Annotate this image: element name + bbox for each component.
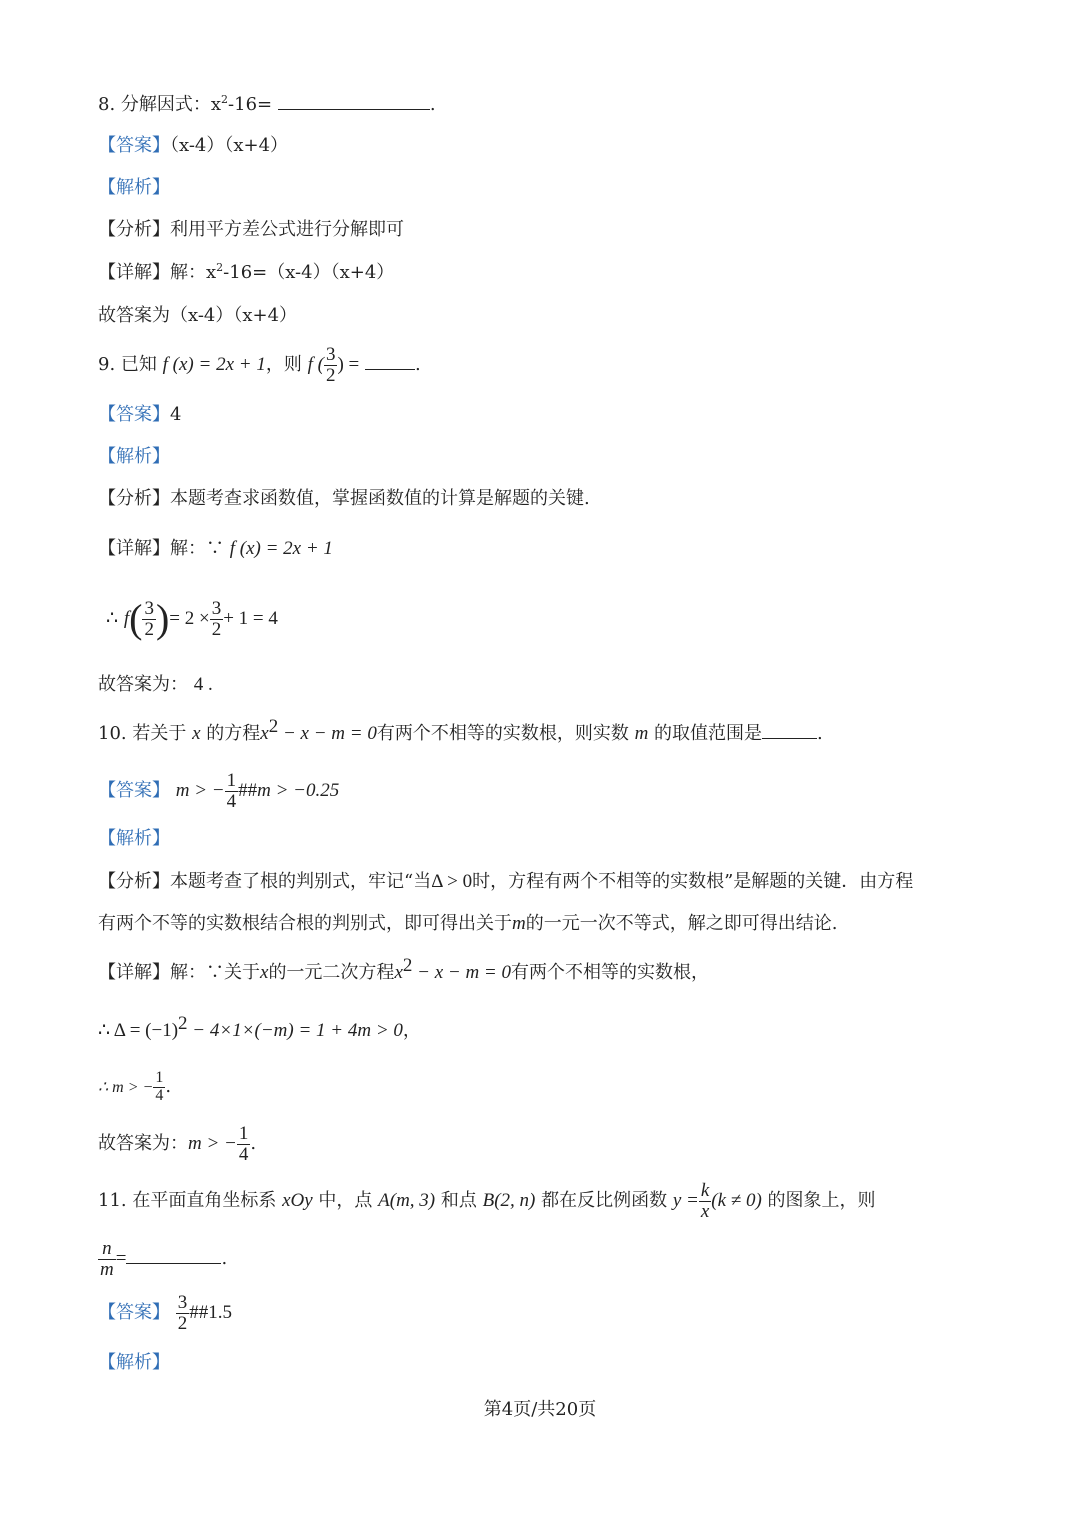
q10-stem: 10. 若关于 x 的方程$x^2 - x - m = 0$有两个不相等的实数根，则实数 m 的取值范围是 .: [98, 716, 823, 744]
q8-answer: 【答案】（x-4）（x+4）: [98, 135, 289, 156]
q9-answer: 【答案】4: [98, 404, 182, 425]
q9-detail: 【详解】解：∵ f (x) = 2x + 1: [98, 538, 333, 559]
fraction: $\frac{1}{4}$: [226, 769, 237, 812]
q9-calc: ∴ f( $\frac{3}{2}$ )= 2 × $\frac{3}{2}$ + 1 = 4: [106, 596, 278, 641]
q10-fenxi-line2: 有两个不等的实数根结合根的判别式，即可得出关于m的一元一次不等式，解之即可得出结论.: [98, 913, 838, 934]
q11-stem: 11. 在平面直角坐标系 xOy 中，点 A(m, 3) 和点 B(2, n) 都在反比例函数 y = $\frac{k}{x}$ (k ≠ 0) 的图象上，则: [98, 1179, 876, 1222]
q10-fenxi-line1: 【分析】本题考查了根的判别式，牢记“当Δ > 0时，方程有两个不相等的实数根”是解题的关键．由方程: [98, 871, 914, 892]
q11-answer: 【答案】 $\frac{3}{2}$ ##1.5: [98, 1291, 232, 1334]
fraction: $\frac{3}{2}$: [177, 1291, 188, 1334]
q11-stem-line2: $\frac{n}{m}$ = .: [100, 1237, 228, 1280]
fraction: $\frac{3}{2}$: [211, 597, 222, 640]
q8-conclusion: 故答案为（x-4）（x+4）: [98, 305, 298, 326]
fraction: $\frac{3}{2}$: [144, 597, 154, 640]
q10-detail: 【详解】解：∵关于x的一元二次方程$x^2 - x - m = 0$有两个不相等的实数根，: [98, 955, 709, 983]
answer-tag: 【答案】: [98, 1302, 170, 1323]
answer-tag: 【答案】: [98, 135, 170, 156]
q10-conclusion: 故答案为：m > − $\frac{1}{4}$ .: [98, 1122, 257, 1165]
q9-stem: 9. 已知 f (x) = 2x + 1，则 f ( $\frac{3}{2}$ ) = .: [98, 343, 421, 386]
answer-blank: [365, 355, 415, 370]
q9-analysis-tag: 【解析】: [98, 446, 170, 467]
q10-step1: ∴ $\Delta = (-1)^2 - 4\times 1\times(-m) = 1 + 4m > 0$，: [98, 1013, 421, 1041]
q8-stem: 8. 分解因式：$x^2-16=$ .: [98, 93, 436, 115]
fraction: $\frac{1}{4}$: [238, 1122, 249, 1165]
q11-analysis-tag: 【解析】: [98, 1352, 170, 1373]
answer-blank: [278, 95, 430, 110]
answer-tag: 【答案】: [98, 780, 170, 801]
fraction: $\frac{k}{x}$: [700, 1179, 710, 1222]
page-footer: 第4页/共20页: [483, 1399, 597, 1420]
q9-fenxi: 【分析】本题考查求函数值，掌握函数值的计算是解题的关键.: [98, 488, 590, 509]
answer-tag: 【答案】: [98, 404, 170, 425]
q10-analysis-tag: 【解析】: [98, 828, 170, 849]
q10-answer: 【答案】 m > − $\frac{1}{4}$ ##m > −0.25: [98, 769, 340, 812]
q8-analysis-tag: 【解析】: [98, 177, 170, 198]
fraction: $\frac{1}{4}$: [155, 1068, 164, 1104]
answer-blank: [762, 724, 817, 739]
q8-fenxi: 【分析】利用平方差公式进行分解即可: [98, 219, 404, 240]
q8-detail: 【详解】解：$x^2-16=(x-4)(x+4)$: [98, 261, 395, 283]
fraction: $\frac{3}{2}$: [325, 343, 336, 386]
q10-step2: ∴ m > − $\frac{1}{4}$ .: [98, 1068, 172, 1104]
answer-blank: [126, 1249, 221, 1264]
q9-conclusion: 故答案为： 4 .: [98, 674, 213, 695]
fraction: $\frac{n}{m}$: [100, 1237, 114, 1280]
